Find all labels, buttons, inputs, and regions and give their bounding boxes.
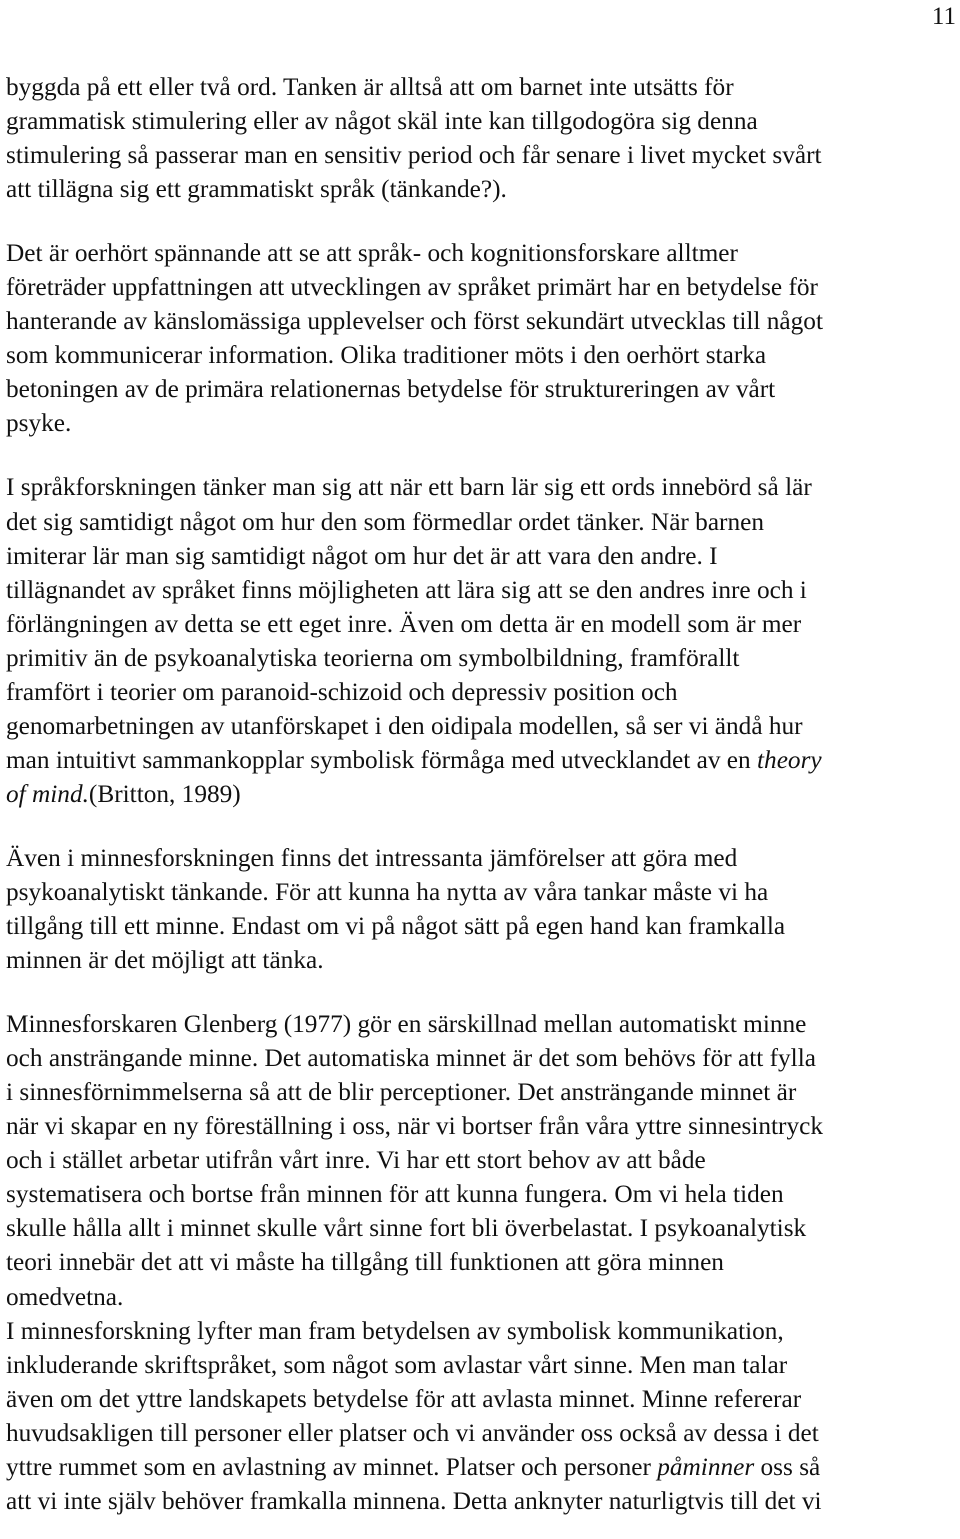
text-line xyxy=(6,1450,958,1484)
text-line: skulle hålla allt i minnet skulle vårt sinne fort bli överbelastat. I psykoanalytisk xyxy=(6,1214,807,1243)
text-line: och ansträngande minne. Det automatiska minnet är det som behövs för att fylla xyxy=(6,1044,816,1073)
text-line: tillägnandet av språket finns möjligheten att lära sig att se den andres inre och i xyxy=(6,575,807,604)
paragraph-6 xyxy=(6,1314,958,1518)
italic-term: påminner xyxy=(657,1452,755,1481)
text-run: oss så xyxy=(754,1452,821,1481)
text-line: att vi inte själv behöver framkalla minnena. Detta anknyter naturligtvis till det vi xyxy=(6,1486,822,1515)
italic-term: of mind. xyxy=(6,779,89,808)
text-line: systematisera och bortse från minnen för att kunna fungera. Om vi hela tiden xyxy=(6,1180,784,1209)
text-line: och i stället arbetar utifrån vårt inre. Vi har ett stort behov av att både xyxy=(6,1146,706,1175)
paragraph-1 xyxy=(6,70,958,206)
text-line: omedvetna. xyxy=(6,1282,124,1311)
text-run: man intuitivt sammankopplar symbolisk förmåga med utvecklandet av en xyxy=(6,745,758,774)
text-line: psyke. xyxy=(6,409,72,438)
text-line: i sinnesförnimmelserna så att de blir perceptioner. Det ansträngande minnet är xyxy=(6,1078,797,1107)
text-line: I språkforskningen tänker man sig att när ett barn lär sig ett ords innebörd så lär xyxy=(6,473,812,502)
text-run: yttre rummet som en avlastning av minnet. Platser och personer xyxy=(6,1452,658,1481)
page-number: 11 xyxy=(931,3,956,30)
text-line: imiterar lär man sig samtidigt något om hur det är att vara den andre. I xyxy=(6,541,718,570)
text-line: det sig samtidigt något om hur den som förmedlar ordet tänker. När barnen xyxy=(6,507,765,536)
text-line: genomarbetningen av utanförskapet i den oidipala modellen, så ser vi ändå hur xyxy=(6,711,803,740)
paragraph-2 xyxy=(6,236,958,440)
text-line: när vi skapar en ny föreställning i oss, när vi bortser från våra yttre sinnesintryck xyxy=(6,1112,823,1141)
text-line: Även i minnesforskningen finns det intressanta jämförelser att göra med xyxy=(6,843,738,872)
text-line: stimulering så passerar man en sensitiv period och får senare i livet mycket svårt xyxy=(6,141,822,170)
text-line: tillgång till ett minne. Endast om vi på något sätt på egen hand kan framkalla xyxy=(6,912,786,941)
text-line: I minnesforskning lyfter man fram betydelsen av symbolisk kommunikation, xyxy=(6,1316,784,1345)
text-line: att tillägna sig ett grammatiskt språk (tänkande?). xyxy=(6,175,507,204)
text-line: byggda på ett eller två ord. Tanken är alltså att om barnet inte utsätts för xyxy=(6,73,734,101)
text-line: framfört i teorier om paranoid-schizoid och depressiv position och xyxy=(6,677,678,706)
text-line: betoningen av de primära relationernas betydelse för struktureringen av vårt xyxy=(6,375,776,404)
text-line: förlängningen av detta se ett eget inre. Även om detta är en modell som är mer xyxy=(6,609,802,638)
paragraph-3 xyxy=(6,470,958,810)
text-line: företräder uppfattningen att utvecklingen av språket primärt har en betydelse för xyxy=(6,273,818,302)
text-line: psykoanalytiskt tänkande. För att kunna ha nytta av våra tankar måste vi ha xyxy=(6,877,769,906)
text-line: grammatisk stimulering eller av något skäl inte kan tillgodogöra sig denna xyxy=(6,107,758,136)
paragraph-4 xyxy=(6,841,958,977)
text-line xyxy=(6,743,958,777)
citation: (Britton, 1989) xyxy=(88,779,241,808)
text-line: minnen är det möjligt att tänka. xyxy=(6,946,324,975)
text-line: som kommunicerar information. Olika traditioner möts i den oerhört starka xyxy=(6,341,767,370)
text-line xyxy=(6,777,958,811)
text-line: Det är oerhört spännande att se att språk- och kognitionsforskare alltmer xyxy=(6,239,738,268)
text-line: inkluderande skriftspråket, som något som avlastar vårt sinne. Men man talar xyxy=(6,1350,788,1379)
text-line: huvudsakligen till personer eller platser och vi använder oss också av dessa i det xyxy=(6,1418,819,1447)
text-line: primitiv än de psykoanalytiska teorierna om symbolbildning, framförallt xyxy=(6,643,740,672)
text-line: Minnesforskaren Glenberg (1977) gör en särskillnad mellan automatiskt minne xyxy=(6,1010,807,1039)
text-line: teori innebär det att vi måste ha tillgång till funktionen att göra minnen xyxy=(6,1248,724,1277)
italic-term: theory xyxy=(757,745,822,774)
paragraph-5 xyxy=(6,1007,958,1313)
text-line: även om det yttre landskapets betydelse för att avlasta minnet. Minne refererar xyxy=(6,1384,802,1413)
text-line: hanterande av känslomässiga upplevelser och först sekundärt utvecklas till något xyxy=(6,307,823,336)
document-body xyxy=(6,70,958,1518)
